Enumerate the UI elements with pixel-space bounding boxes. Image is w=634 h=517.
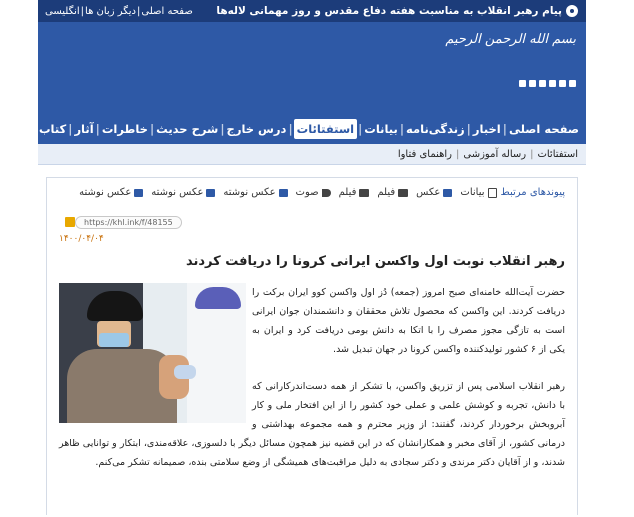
nav-separator: |: [68, 122, 73, 136]
nav-separator: |: [149, 122, 155, 136]
camera-icon: [134, 189, 143, 197]
related-item[interactable]: عکس نوشته: [223, 184, 287, 202]
nav-separator: |: [358, 122, 363, 136]
nav-home[interactable]: صفحه اصلی: [508, 122, 579, 136]
print-icon[interactable]: [65, 217, 75, 227]
site-header: [38, 22, 586, 114]
related-item[interactable]: عکس: [416, 184, 452, 202]
nav-statements[interactable]: بیانات: [364, 122, 398, 136]
subnav-resaleh[interactable]: رساله آموزشی: [463, 148, 527, 160]
nav-works[interactable]: آثار: [74, 122, 94, 136]
top-bar: [38, 0, 586, 22]
subnav-separator: |: [456, 148, 460, 160]
related-item[interactable]: عکس نوشته: [79, 184, 143, 202]
subnav-istiftaat[interactable]: استفتائات: [537, 148, 578, 160]
nav-separator: |: [32, 122, 37, 136]
nav-memories[interactable]: خاطرات: [101, 122, 148, 136]
info-icon[interactable]: [539, 80, 546, 87]
share-row: [59, 214, 565, 230]
related-links-title: پیوندهای مرتبط: [500, 187, 565, 198]
related-item[interactable]: بیانات: [460, 184, 496, 202]
article-body: [59, 283, 565, 472]
nav-separator: |: [399, 122, 405, 136]
film-icon: [359, 189, 369, 197]
related-item[interactable]: صوت: [296, 184, 331, 202]
nav-separator: |: [95, 122, 100, 136]
related-item[interactable]: عکس نوشته: [151, 184, 215, 202]
article-title: رهبر انقلاب نوبت اول واکسن ایرانی کرونا را دریافت کردند: [185, 254, 565, 269]
film-icon: [398, 189, 408, 197]
nav-separator: |: [502, 122, 507, 136]
article-container: [46, 177, 578, 515]
apps-icon[interactable]: [529, 80, 536, 87]
article-paragraph: رهبر انقلاب اسلامی پس از تزریق واکسن، با تشکر از همه دست‌اندرکارانی که با دانش، تجربه و کوشش علمی و عملی خود کشور را از این افتخار ملی و کار آبروبخش برخوردار کردند، گفتند: از وزیر محترم و همه مجموعه بهداشتی و درمانی کشور، از آقای مخبر و همکارانشان که در این قضیه نیز همچون مسائل دیگر با دلسوزی، علاقه‌مندی، ابتکار و توانایی ظاهر شدند، و از آقایان دکتر مرندی و دکتر سجادی به دلیل مراقبت‌های همیشگی از وضع سلامتی بنده، صمیمانه تشکر می‌کنم.: [59, 381, 565, 468]
nav-istiftaat[interactable]: استفتائات: [294, 119, 357, 139]
link-english[interactable]: انگلیسی: [45, 5, 80, 17]
subnav-fatwa-guide[interactable]: راهنمای فتاوا: [397, 148, 453, 160]
nav-separator: |: [466, 122, 471, 136]
text-icon: [488, 188, 497, 198]
audio-icon: [322, 189, 331, 197]
main-nav: [0, 114, 586, 144]
link-other-languages[interactable]: دیگر زبان ها: [85, 5, 137, 17]
search-icon[interactable]: [519, 80, 526, 87]
camera-icon: [206, 189, 215, 197]
site-logo[interactable]: بسم الله الرحمن الرحیم: [445, 32, 576, 47]
nav-photos[interactable]: عکس: [0, 122, 31, 136]
related-item[interactable]: فیلم: [377, 184, 408, 202]
article-date: ۱۴۰۰/۰۴/۰۴: [59, 234, 104, 244]
language-links: صفحه اصلی|دیگر زبان ها|انگلیسی: [45, 5, 193, 17]
nav-separator: |: [220, 122, 225, 136]
article-paragraph: حضرت آیت‌الله خامنه‌ای صبح امروز (جمعه) دُز اول واکسن کوو ایران برکت را دریافت کردند. این واکسن که محصول تلاش محققان و دانشمندان جوان ایرانی است به تازگی مجوز مصرف را با اتکا به دانش بومی دریافت کرد و ایران به یکی از ۶ کشور تولیدکننده واکسن کرونا در جهان تبدیل شد.: [252, 287, 565, 355]
nav-news[interactable]: اخبار: [472, 122, 501, 136]
subnav-separator: |: [530, 148, 534, 160]
link-home[interactable]: صفحه اصلی: [141, 5, 193, 17]
short-url[interactable]: https://khl.ink/f/48155: [75, 216, 182, 229]
news-ticker[interactable]: [216, 5, 578, 17]
nav-separator: |: [288, 122, 293, 136]
mobile-icon[interactable]: [559, 80, 566, 87]
sub-nav: [38, 144, 586, 165]
news-ticker-text[interactable]: پیام رهبر انقلاب به مناسبت هفته دفاع مقدس و روز مهمانی لاله‌ها: [216, 5, 562, 17]
related-item[interactable]: فیلم: [339, 184, 370, 202]
camera-icon: [279, 189, 288, 197]
nav-hadith[interactable]: شرح حدیث: [156, 122, 219, 136]
header-icons: [519, 80, 576, 87]
article-photo: [59, 283, 246, 423]
nav-dars-kharej[interactable]: درس خارج: [226, 122, 287, 136]
nav-biography[interactable]: زندگی‌نامه: [406, 122, 465, 136]
rss-icon[interactable]: [569, 80, 576, 87]
nav-books[interactable]: کتاب: [38, 122, 67, 136]
camera-icon: [443, 189, 452, 197]
gear-icon: [566, 5, 578, 17]
mail-icon[interactable]: [549, 80, 556, 87]
related-links: [59, 178, 565, 202]
